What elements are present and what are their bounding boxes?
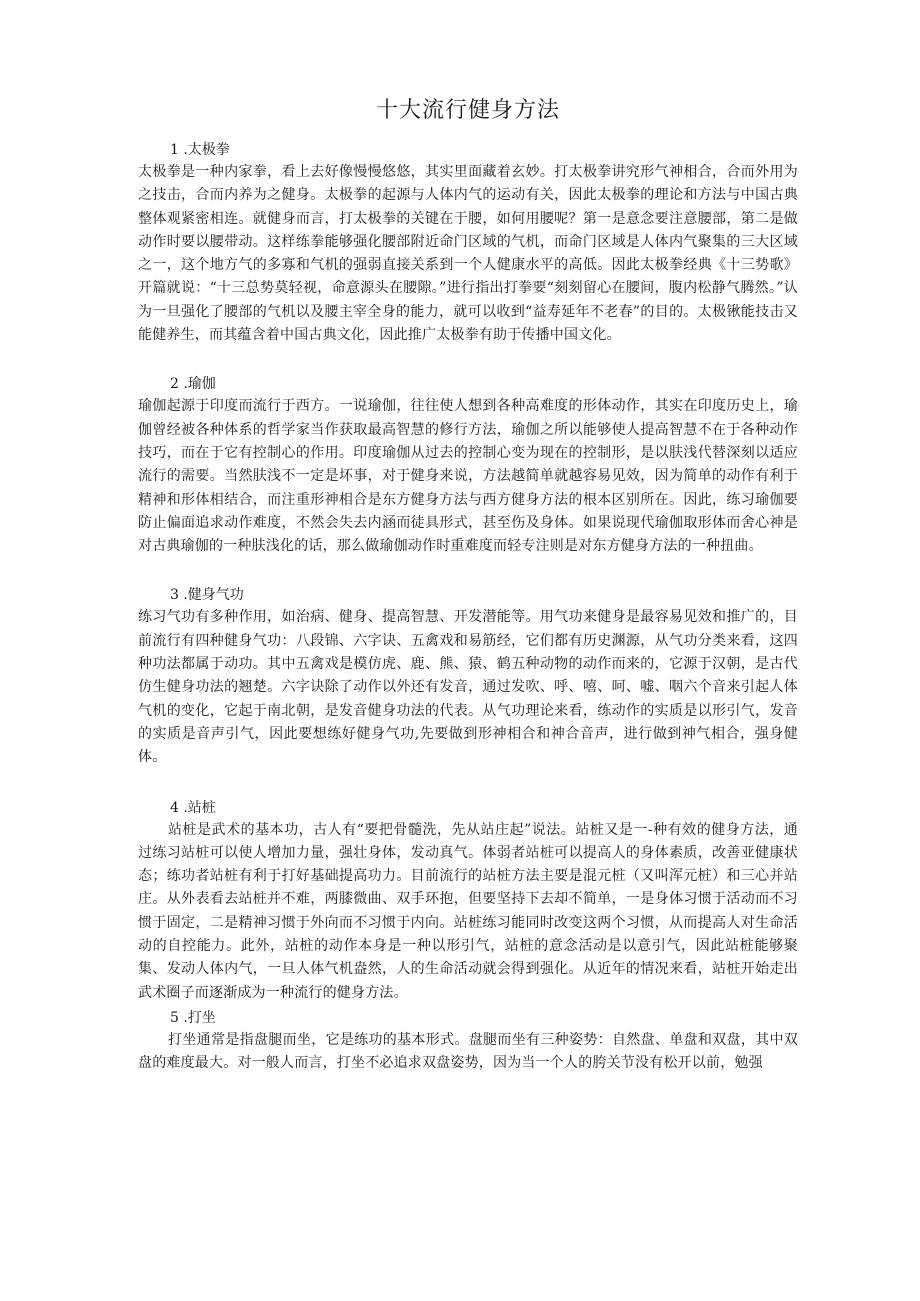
section-zhanzhuang — [138, 797, 798, 1005]
section-heading: 1 .太极拳 — [170, 142, 230, 158]
section-paragraph: 站桩是武术的基本功，古人有“要把骨髓洗，先从站庄起”说法。站桩又是一-种有效的健身方法，通过练习站桩可以使人增加力量，强壮身体，发动真气。体弱者站桩可以提高人的身体素质，改善亚健康状态；练功者站桩有利于打好基础提高功力。目前流行的站桩方法主要是混元桩（又叫浑元桩）和三心并站庄。从外表看去站桩并不难，两膝微曲、双手环抱，但要坚持下去却不简单，一是身体习惯于活动而不习惯于固定，二是精神习惯于外向而不习惯于内向。站桩练习能同时改变这两个习惯，从而提高人对生命活动的自控能力。此外，站桩的动作本身是一种以形引气，站桩的意念活动是以意引气，因此站桩能够聚集、发动人体内气，一旦人体气机盎然，人的生命活动就会得到强化。从近年的情况来看，站桩开始走出武术圈子而逐渐成为一种流行的健身方法。 — [138, 821, 798, 1001]
section-heading: 3 .健身气功 — [170, 587, 244, 604]
section-heading: 2 .瑜伽 — [170, 376, 216, 393]
document-page — [138, 0, 798, 1076]
section-qigong — [138, 584, 798, 769]
section-heading: 4 .站桩 — [170, 799, 216, 816]
section-dazuo — [138, 1007, 798, 1076]
section-paragraph: 瑜伽起源于印度而流行于西方。一说瑜伽，往往使人想到各种高难度的形体动作，其实在印度历史上，瑜伽曾经被各种体系的哲学家当作获取最高智慧的修行方法，瑜伽之所以能够使人提高智慧不在于各种动作技巧，而在于它有控制心的作用。印度瑜伽从过去的控制心变为现在的控制形，是以肤浅代替深刻以适应流行的需要。当然肤浅不一定是坏事，对于健身来说，方法越简单就越容易见效，因为简单的动作有利于精神和形体相结合，而注重形神相合是东方健身方法与西方健身方法的根本区别所在。因此，练习瑜伽要防止偏面追求动作难度，不然会失去内涵而徒具形式，甚至伤及身体。如果说现代瑜伽取形体而舍心神是对古典瑜伽的一种肤浅化的话，那么做瑜伽动作时重难度而轻专注则是对东方健身方法的一种扭曲。 — [138, 398, 798, 555]
document-title: 十大流行健身方法 — [375, 98, 560, 123]
section-paragraph: 打坐通常是指盘腿而坐，它是练功的基本形式。盘腿而坐有三种姿势：自然盘、单盘和双盘，其中双盘的难度最大。对一般人而言，打坐不必追求双盘姿势，因为当一个人的胯关节没有松开以前，勉强 — [138, 1031, 798, 1072]
section-paragraph: 太极拳是一种内家拳，看上去好像慢慢悠悠，其实里面藏着玄妙。打太极拳讲究形气神相合，合而外用为之技击，合而内养为之健身。太极拳的起源与人体内气的运动有关，因此太极拳的理论和方法与中国古典整体观紧密相连。就健身而言，打太极拳的关键在于腰，如何用腰呢？第一是意念要注意腰部，第二是做动作时要以腰带动。这样练拳能够强化腰部附近命门区域的气机，而命门区域是人体内气聚集的三大区域之一，这个地方气的多寡和气机的强弱直接关系到一个人健康水平的高低。因此太极拳经典《十三势歌》开篇就说：“十三总势莫轻视，命意源头在腰隙。”进行指出打拳要“刻刻留心在腰间，腹内松静气腾然。”认为一旦强化了腰部的气机以及腰主宰全身的能力，就可以收到“益寿延年不老春”的目的。太极锹能技击又能健养生，而其蕴含着中国古典文化，因此推广太极拳有助于传播中国文化。 — [138, 164, 798, 344]
section-yoga — [138, 373, 798, 558]
section-taijiquan — [138, 139, 798, 347]
section-heading: 5 .打坐 — [170, 1009, 216, 1026]
section-paragraph: 练习气功有多种作用，如治病、健身、提高智慧、开发潜能等。用气功来健身是最容易见效和推广的，目前流行有四种健身气功：八段锦、六字诀、五禽戏和易筋经，它们都有历史渊源，从气功分类来看，这四种功法都属于动功。其中五禽戏是模仿虎、鹿、熊、猿、鹤五种动物的动作而来的，它源于汉朝，是古代仿生健身功法的翘楚。六字诀除了动作以外还有发音，通过发吹、呼、嘻、呵、嘘、咽六个音来引起人体气机的变化，它起于南北朝，是发音健身功法的代表。从气功理论来看，练动作的实质是以形引气，发音的实质是音声引气，因此要想练好健身气功,先要做到形神相合和神合音声，进行做到神气相合，强身健体。 — [138, 609, 798, 766]
